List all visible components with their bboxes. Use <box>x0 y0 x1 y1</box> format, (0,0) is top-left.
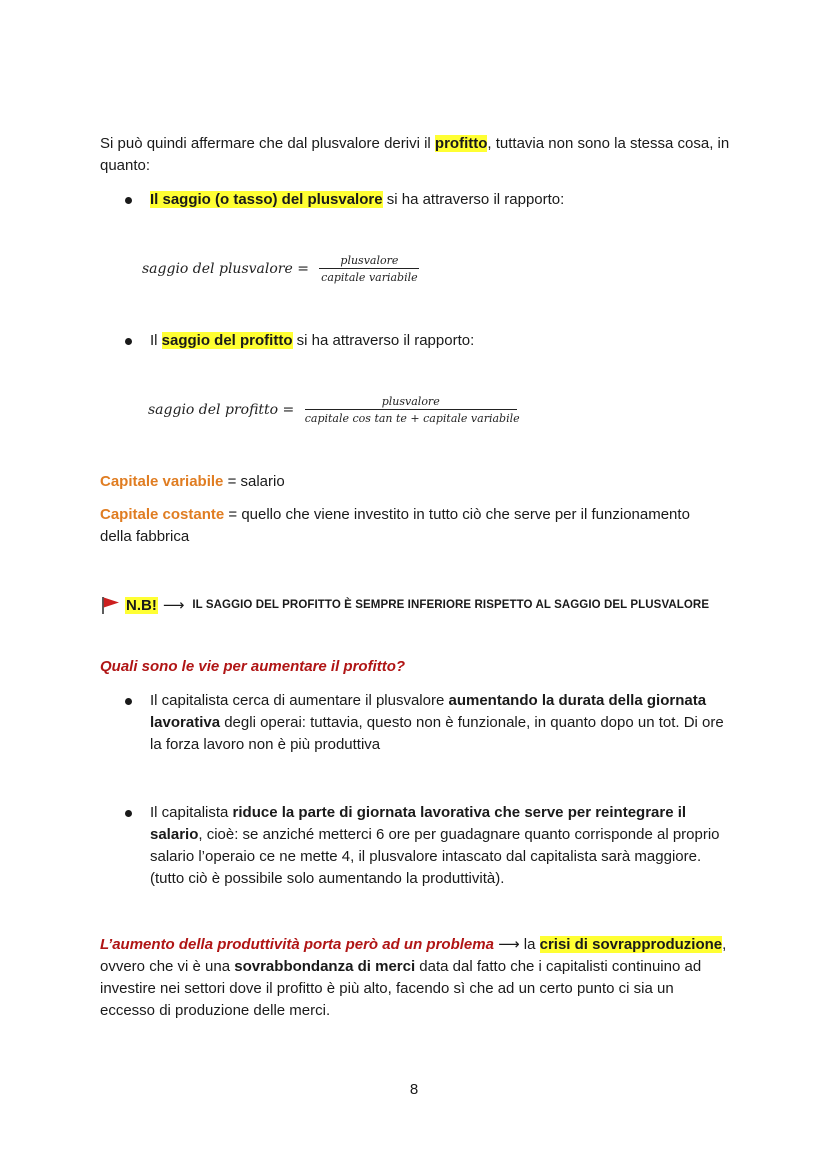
question-heading: Quali sono le vie per aumentare il profitto? <box>100 658 406 675</box>
term-capitale-variabile: Capitale variabile <box>100 473 224 490</box>
intro-text: Si può quindi affermare che dal plusvalore derivi il <box>100 135 435 152</box>
intro-text-end: , tuttavia non sono la stessa cosa, in quanto: <box>100 135 730 174</box>
bullet-dot <box>125 810 132 817</box>
arrow-icon: ⟶ <box>162 597 185 614</box>
conclusion-red-text: L’aumento della produttività porta però ad un problema <box>100 936 494 953</box>
definition-capitale-variabile <box>100 471 730 493</box>
bullet-bold-text: riduce la parte di giornata lavorativa che serve per reintegrare il salario <box>150 804 687 843</box>
bullet-prefix: Il <box>150 332 162 349</box>
conclusion-bold-text: sovrabbondanza di merci <box>234 958 416 975</box>
note-label: N.B! <box>126 596 157 614</box>
highlight-saggio-plusvalore: Il saggio (o tasso) del plusvalore <box>150 191 383 208</box>
bullet-text: Il capitalista <box>150 804 233 821</box>
formula-denominator: capitale cos tan te + capitale variabile <box>304 412 520 425</box>
formula-numerator: plusvalore <box>305 395 517 410</box>
bullet-text-end: , cioè: se anziché metterci 6 ore per guadagnare quanto corrisponde al proprio salario l’operaio ce ne mette 4, il plusvalore intascato dal capitalista sarà maggiore. (tutto ciò è possibile solo aumentando la produttività). <box>150 826 720 887</box>
term-capitale-costante: Capitale costante <box>100 506 225 523</box>
definition-capitale-costante <box>100 504 720 548</box>
formula-denominator: capitale variabile <box>321 271 418 284</box>
note-text: IL SAGGIO DEL PROFITTO È SEMPRE INFERIORE RISPETTO AL SAGGIO DEL PLUSVALORE <box>192 599 710 611</box>
conclusion-text-end: data dal fatto che i capitalisti continuino ad investire nei settori dove il profitto è più alto, facendo sì che ad un certo punto ci sia un eccesso di produzione delle merci. <box>100 958 702 1019</box>
bullet-dot <box>125 197 132 204</box>
bullet-dot <box>125 338 132 345</box>
bullet-bold-text: aumentando la durata della giornata lavorativa <box>150 692 707 731</box>
bullet-durata-giornata <box>150 690 730 756</box>
definition-text: = quello che viene investito in tutto ciò che serve per il funzionamento della fabbrica <box>100 506 690 545</box>
intro-paragraph <box>100 133 730 177</box>
bullet-riduce-giornata <box>150 802 730 890</box>
formula-fraction <box>304 395 520 425</box>
conclusion-paragraph <box>100 934 730 1022</box>
bullet-text: si ha attraverso il rapporto: <box>292 332 475 349</box>
flag-icon <box>100 595 122 615</box>
note-line <box>100 594 709 616</box>
definition-text: = salario <box>223 473 285 490</box>
highlight-profitto: profitto <box>434 135 488 152</box>
bullet-text: Il capitalista cerca di aumentare il plusvalore <box>150 692 449 709</box>
formula-lhs: saggio del profitto = <box>148 402 295 418</box>
formula-numerator: plusvalore <box>319 254 419 269</box>
highlight-crisi: crisi di sovrapproduzione <box>539 936 723 953</box>
page-number: 8 <box>409 1081 419 1098</box>
bullet-saggio-plusvalore <box>150 189 730 211</box>
bullet-text-end: degli operai: tuttavia, questo non è funzionale, in quanto dopo un tot. Di ore la forza lavoro non è più produttiva <box>150 714 724 753</box>
highlight-saggio-profitto: saggio del profitto <box>161 332 293 349</box>
bullet-dot <box>125 698 132 705</box>
formula-saggio-plusvalore <box>142 254 419 284</box>
formula-lhs: saggio del plusvalore = <box>142 261 309 277</box>
conclusion-text: , ovvero che vi è una <box>100 936 727 975</box>
bullet-saggio-profitto <box>150 330 730 352</box>
arrow-icon: ⟶ la <box>493 936 540 953</box>
formula-fraction <box>319 254 419 284</box>
formula-saggio-profitto <box>148 395 520 425</box>
bullet-text: si ha attraverso il rapporto: <box>382 191 565 208</box>
